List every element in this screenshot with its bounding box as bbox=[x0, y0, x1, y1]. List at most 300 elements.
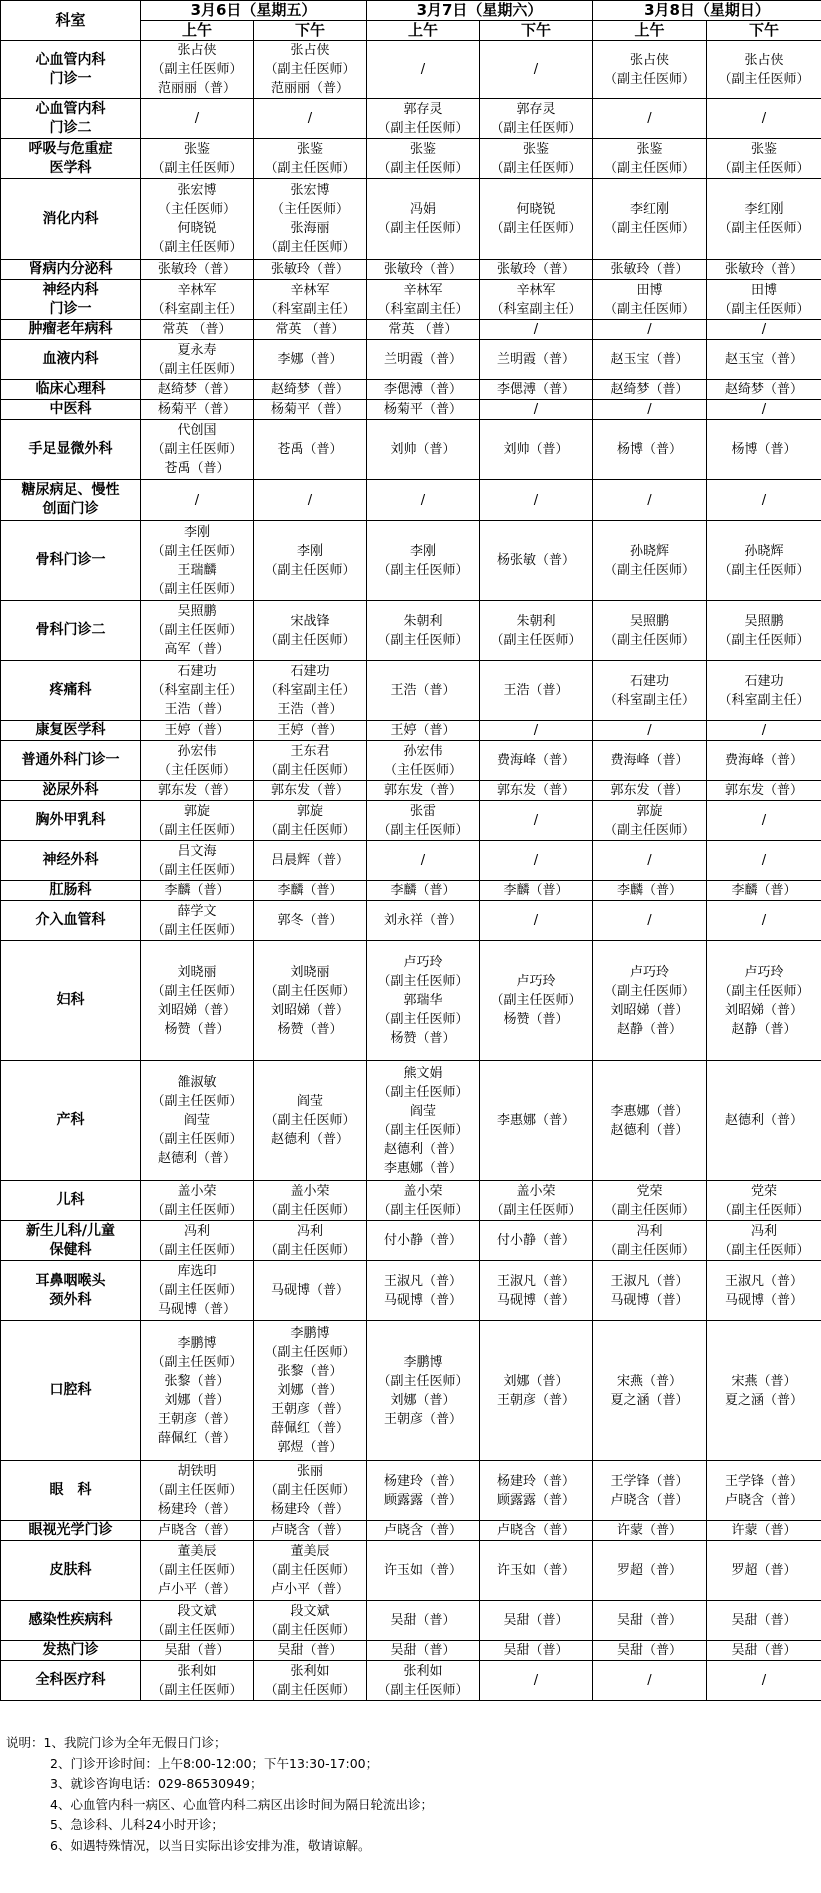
doctor-line: 孙宏伟 bbox=[403, 743, 443, 759]
doctor-line: / bbox=[420, 62, 426, 77]
doctor-line: 张敏玲（普） bbox=[496, 262, 575, 277]
doctor-line: 赵绮梦（普） bbox=[610, 382, 689, 397]
doctor-line: / bbox=[761, 853, 767, 868]
doctor-line: 马砚博（普） bbox=[610, 1292, 689, 1308]
dept-name-line: 中医科 bbox=[49, 401, 92, 417]
doctor-line: （副主任医师） bbox=[603, 1242, 695, 1258]
doctor-line: 王淑凡（普） bbox=[610, 1273, 689, 1289]
dept-name bbox=[1, 841, 141, 881]
schedule-cell bbox=[367, 179, 480, 260]
dept-name-line: 皮肤科 bbox=[49, 1562, 92, 1578]
doctor-line: 卢巧玲 bbox=[403, 955, 443, 970]
doctor-line: 费海峰（普） bbox=[496, 753, 575, 768]
table-row bbox=[1, 1261, 821, 1321]
doctor-line: （副主任医师） bbox=[264, 240, 356, 255]
doctor-line: 马砚博（普） bbox=[724, 1292, 803, 1308]
doctor-line: 王朝彦（普） bbox=[496, 1392, 575, 1408]
doctor-line: 顾露露（普） bbox=[383, 1492, 462, 1508]
doctor-line: 李鹏博 bbox=[290, 1326, 330, 1341]
doctor-line: （副主任医师） bbox=[151, 543, 243, 559]
schedule-cell bbox=[254, 179, 367, 260]
doctor-line: 刘永祥（普） bbox=[383, 913, 462, 928]
doctor-line: 刘昭娣（普） bbox=[157, 1002, 236, 1018]
schedule-cell bbox=[480, 841, 593, 881]
schedule-cell bbox=[141, 741, 254, 781]
doctor-line: 杨博（普） bbox=[616, 442, 682, 457]
doctor-line: （副主任医师） bbox=[718, 983, 810, 999]
dept-name-line: 呼吸与危重症 bbox=[28, 140, 113, 157]
schedule-cell bbox=[141, 420, 254, 480]
doctor-line: 费海峰（普） bbox=[724, 753, 803, 768]
doctor-line: 刘娜（普） bbox=[390, 1392, 456, 1408]
doctor-line: （副主任医师） bbox=[603, 160, 695, 176]
table-row bbox=[1, 380, 821, 400]
doctor-line: 赵静（普） bbox=[731, 1021, 797, 1037]
table-row bbox=[1, 1461, 821, 1521]
schedule-cell bbox=[707, 721, 821, 741]
dept-name bbox=[1, 1601, 141, 1641]
dept-name bbox=[1, 661, 141, 721]
doctor-line: （副主任医师） bbox=[718, 632, 810, 648]
doctor-line: 盖小荣 bbox=[177, 1183, 217, 1199]
doctor-line: / bbox=[761, 1673, 767, 1688]
schedule-cell bbox=[707, 41, 821, 99]
doctor-line: 郭存灵 bbox=[403, 101, 443, 117]
doctor-line: 张利如 bbox=[177, 1663, 217, 1679]
schedule-cell bbox=[254, 280, 367, 320]
doctor-line: 张占侠 bbox=[177, 43, 217, 58]
doctor-line: 赵德利（普） bbox=[724, 1113, 803, 1128]
schedule-cell bbox=[367, 260, 480, 280]
doctor-line: 田博 bbox=[636, 282, 663, 298]
doctor-line: 李麟（普） bbox=[164, 883, 230, 898]
doctor-line: 郭东发（普） bbox=[724, 783, 803, 798]
schedule-cell bbox=[367, 1181, 480, 1221]
doctor-line: 苍禹（普） bbox=[164, 461, 230, 476]
doctor-line: （副主任医师） bbox=[377, 1373, 469, 1389]
schedule-cell bbox=[141, 1461, 254, 1521]
doctor-line: 郭瑞华 bbox=[403, 993, 443, 1008]
schedule-cell bbox=[141, 179, 254, 260]
doctor-line: 吴甜（普） bbox=[731, 1643, 797, 1658]
doctor-line: 李刚 bbox=[183, 524, 210, 540]
doctor-line: 吴甜（普） bbox=[164, 1643, 230, 1658]
table-row bbox=[1, 901, 821, 941]
schedule-cell bbox=[367, 941, 480, 1061]
doctor-line: 田博 bbox=[750, 282, 777, 298]
doctor-line: 石建功 bbox=[290, 664, 330, 679]
schedule-cell bbox=[593, 1521, 707, 1541]
doctor-line: 吕晨辉（普） bbox=[270, 853, 349, 868]
dept-name bbox=[1, 480, 141, 521]
doctor-line: 刘晓丽 bbox=[177, 964, 217, 980]
doctor-line: 兰明霞（普） bbox=[383, 352, 462, 367]
schedule-cell bbox=[480, 521, 593, 601]
schedule-cell bbox=[593, 1181, 707, 1221]
doctor-line: 赵绮梦（普） bbox=[724, 382, 803, 397]
schedule-cell bbox=[141, 1261, 254, 1321]
dept-name-line: 口腔科 bbox=[49, 1382, 92, 1398]
schedule-cell bbox=[593, 139, 707, 179]
dept-name-line: 介入血管科 bbox=[35, 912, 106, 928]
schedule-cell bbox=[254, 1521, 367, 1541]
doctor-line: 杨建玲（普） bbox=[157, 1502, 236, 1517]
doctor-line: 李鹏博 bbox=[177, 1335, 217, 1351]
doctor-line: （副主任医师） bbox=[603, 983, 695, 999]
doctor-line: （副主任医师） bbox=[377, 120, 469, 136]
schedule-cell bbox=[141, 320, 254, 340]
schedule-cell bbox=[593, 521, 707, 601]
doctor-line: （副主任医师） bbox=[603, 71, 695, 87]
doctor-line: 王东君 bbox=[290, 743, 330, 759]
schedule-cell bbox=[593, 260, 707, 280]
table-row bbox=[1, 1541, 821, 1601]
doctor-line: / bbox=[307, 492, 313, 508]
doctor-line: 马砚博（普） bbox=[383, 1292, 462, 1308]
table-row bbox=[1, 99, 821, 139]
doctor-line: 张鉴 bbox=[409, 141, 436, 157]
doctor-line: / bbox=[533, 813, 539, 828]
dept-name bbox=[1, 741, 141, 781]
doctor-line: 吴甜（普） bbox=[277, 1643, 343, 1658]
doctor-line: 王朝彦（普） bbox=[383, 1411, 462, 1427]
doctor-line: （副主任医师） bbox=[718, 1242, 810, 1258]
table-row bbox=[1, 280, 821, 320]
doctor-line: 段文斌 bbox=[177, 1603, 217, 1619]
doctor-line: 杨建玲（普） bbox=[383, 1473, 462, 1489]
schedule-cell bbox=[254, 41, 367, 99]
doctor-line: 夏之涵（普） bbox=[724, 1392, 803, 1408]
doctor-line: 马砚博（普） bbox=[157, 1302, 236, 1317]
schedule-cell bbox=[480, 1181, 593, 1221]
doctor-line: 冯娟 bbox=[409, 202, 436, 217]
doctor-line: 杨赞（普） bbox=[503, 1012, 569, 1027]
dept-name-line: 糖尿病足、慢性 bbox=[21, 482, 120, 498]
doctor-line: 王婷（普） bbox=[390, 723, 456, 738]
dept-name bbox=[1, 1261, 141, 1321]
doctor-line: （副主任医师） bbox=[264, 1202, 356, 1218]
doctor-line: （副主任医师） bbox=[264, 983, 356, 999]
doctor-line: （副主任医师） bbox=[264, 1622, 356, 1638]
schedule-cell bbox=[254, 139, 367, 179]
doctor-line: （副主任医师） bbox=[151, 623, 243, 638]
schedule-cell bbox=[480, 1661, 593, 1701]
doctor-line: 库选印 bbox=[177, 1264, 217, 1279]
dept-name bbox=[1, 1061, 141, 1181]
doctor-line: 吴照鹏 bbox=[177, 604, 217, 619]
doctor-line: 盖小荣 bbox=[290, 1183, 330, 1199]
dept-name-line: 神经外科 bbox=[42, 852, 99, 868]
doctor-line: / bbox=[647, 322, 652, 337]
dept-name-line: 门诊一 bbox=[49, 300, 92, 317]
doctor-line: 张鉴 bbox=[522, 141, 549, 157]
schedule-cell bbox=[367, 1661, 480, 1701]
schedule-cell bbox=[480, 420, 593, 480]
dept-name bbox=[1, 1221, 141, 1261]
dept-name-line: 颈外科 bbox=[49, 1291, 92, 1308]
dept-name-line: 全科医疗科 bbox=[35, 1672, 106, 1688]
doctor-line: （副主任医师） bbox=[151, 983, 243, 999]
doctor-line: 李娜（普） bbox=[277, 352, 343, 367]
table-row bbox=[1, 1321, 821, 1461]
schedule-cell bbox=[707, 139, 821, 179]
doctor-line: 石建功 bbox=[744, 673, 784, 689]
doctor-line: （副主任医师） bbox=[718, 221, 810, 236]
table-row bbox=[1, 661, 821, 721]
schedule-cell bbox=[593, 661, 707, 721]
doctor-line: 董美辰 bbox=[290, 1544, 330, 1559]
doctor-line: 赵绮梦（普） bbox=[270, 382, 349, 397]
doctor-line: 郭东发（普） bbox=[157, 783, 236, 798]
doctor-line: （副主任医师） bbox=[377, 1084, 469, 1100]
schedule-cell bbox=[707, 741, 821, 781]
am-header: 上午 bbox=[367, 21, 480, 41]
schedule-cell bbox=[367, 901, 480, 941]
doctor-line: （副主任医师） bbox=[151, 240, 243, 255]
doctor-line: 吴甜（普） bbox=[503, 1643, 569, 1658]
schedule-cell bbox=[141, 661, 254, 721]
schedule-cell bbox=[254, 1261, 367, 1321]
dept-name-line: 心血管内科 bbox=[35, 51, 106, 68]
doctor-line: / bbox=[533, 492, 539, 508]
schedule-cell bbox=[480, 901, 593, 941]
schedule-cell bbox=[254, 400, 367, 420]
schedule-cell bbox=[707, 1181, 821, 1221]
schedule-cell bbox=[707, 1461, 821, 1521]
doctor-line: / bbox=[647, 913, 652, 928]
schedule-cell bbox=[707, 179, 821, 260]
doctor-line: / bbox=[533, 402, 539, 417]
doctor-line: 张敏玲（普） bbox=[610, 262, 689, 277]
doctor-line: 王婷（普） bbox=[164, 723, 230, 738]
schedule-cell bbox=[254, 741, 367, 781]
doctor-line: / bbox=[420, 853, 426, 868]
table-row bbox=[1, 340, 821, 380]
doctor-line: 卢巧玲 bbox=[516, 974, 556, 989]
doctor-line: / bbox=[761, 402, 767, 417]
doctor-line: 张雷 bbox=[409, 803, 436, 819]
schedule-cell bbox=[480, 280, 593, 320]
dept-name-line: 泌尿外科 bbox=[42, 782, 99, 798]
schedule-cell bbox=[141, 340, 254, 380]
table-row bbox=[1, 139, 821, 179]
dept-name-line: 感染性疾病科 bbox=[28, 1612, 113, 1628]
doctor-line: / bbox=[761, 913, 767, 928]
dept-name-line: 门诊二 bbox=[49, 119, 92, 136]
schedule-cell bbox=[367, 1641, 480, 1661]
doctor-line: 赵德利（普） bbox=[610, 1122, 689, 1138]
schedule-cell bbox=[141, 1521, 254, 1541]
doctor-line: 张黎（普） bbox=[277, 1364, 343, 1379]
day-header-2: 3月7日（星期六） bbox=[367, 1, 593, 21]
schedule-cell bbox=[254, 99, 367, 139]
doctor-line: （副主任医师） bbox=[151, 160, 243, 176]
doctor-line: 王浩（普） bbox=[277, 702, 343, 717]
doctor-line: 顾露露（普） bbox=[496, 1492, 575, 1508]
schedule-cell bbox=[254, 801, 367, 841]
schedule-cell bbox=[141, 801, 254, 841]
schedule-cell bbox=[141, 1061, 254, 1181]
table-row bbox=[1, 841, 821, 881]
doctor-line: 吕文海 bbox=[177, 843, 217, 859]
doctor-line: 王瑞麟 bbox=[177, 562, 217, 578]
doctor-line: 郭东发（普） bbox=[383, 783, 462, 798]
schedule-cell bbox=[141, 1221, 254, 1261]
doctor-line: / bbox=[647, 853, 652, 868]
schedule-cell bbox=[480, 601, 593, 661]
schedule-cell bbox=[367, 139, 480, 179]
doctor-line: 许蒙（普） bbox=[731, 1523, 797, 1538]
schedule-cell bbox=[254, 340, 367, 380]
doctor-line: 李惠娜（普） bbox=[610, 1103, 689, 1119]
note-line: 2、门诊开诊时间：上午8:00-12:00；下午13:30-17:00； bbox=[50, 1755, 379, 1771]
doctor-line: （主任医师） bbox=[270, 202, 349, 217]
doctor-line: （副主任医师） bbox=[264, 632, 356, 648]
schedule-cell bbox=[367, 380, 480, 400]
doctor-line: 罗超（普） bbox=[616, 1563, 682, 1578]
schedule-cell bbox=[593, 1321, 707, 1461]
doctor-line: 朱朝利 bbox=[516, 613, 556, 629]
schedule-cell bbox=[480, 1261, 593, 1321]
schedule-cell bbox=[254, 1601, 367, 1641]
schedule-cell bbox=[707, 521, 821, 601]
schedule-cell bbox=[593, 1541, 707, 1601]
schedule-cell bbox=[367, 1061, 480, 1181]
schedule-cell bbox=[141, 1181, 254, 1221]
doctor-line: 张宏博 bbox=[290, 183, 330, 198]
schedule-cell bbox=[593, 801, 707, 841]
schedule-cell bbox=[141, 901, 254, 941]
doctor-line: 王学锋（普） bbox=[610, 1473, 689, 1489]
doctor-line: 刘昭娣（普） bbox=[610, 1002, 689, 1018]
doctor-line: 宋战锋 bbox=[290, 613, 330, 629]
dept-name bbox=[1, 260, 141, 280]
doctor-line: 辛林军 bbox=[290, 282, 330, 298]
doctor-line: 许玉如（普） bbox=[383, 1563, 462, 1578]
doctor-line: （科室副主任） bbox=[377, 301, 469, 317]
schedule-cell bbox=[141, 1641, 254, 1661]
schedule-cell bbox=[141, 881, 254, 901]
doctor-line: 杨张敏（普） bbox=[496, 553, 575, 568]
doctor-line: 杨赞（普） bbox=[164, 1021, 230, 1037]
dept-name bbox=[1, 340, 141, 380]
doctor-line: 罗超（普） bbox=[731, 1563, 797, 1578]
schedule-cell bbox=[141, 380, 254, 400]
schedule-cell bbox=[367, 1541, 480, 1601]
dept-name bbox=[1, 881, 141, 901]
doctor-line: 张敏玲（普） bbox=[270, 262, 349, 277]
doctor-line: （副主任医师） bbox=[151, 1094, 243, 1109]
table-row bbox=[1, 1641, 821, 1661]
schedule-cell bbox=[254, 260, 367, 280]
table-row bbox=[1, 721, 821, 741]
doctor-line: （副主任医师） bbox=[264, 160, 356, 176]
doctor-line: 夏永寿 bbox=[177, 342, 217, 358]
dept-name bbox=[1, 41, 141, 99]
doctor-line: 刘帅（普） bbox=[390, 442, 456, 457]
doctor-line: （副主任医师） bbox=[377, 822, 469, 838]
doctor-line: 阎莹 bbox=[183, 1113, 210, 1128]
dept-name bbox=[1, 179, 141, 260]
table-row bbox=[1, 881, 821, 901]
schedule-cell bbox=[707, 320, 821, 340]
schedule-cell bbox=[593, 841, 707, 881]
doctor-line: / bbox=[533, 1673, 539, 1688]
doctor-line: 杨菊平（普） bbox=[270, 402, 349, 417]
doctor-line: 郭旋 bbox=[296, 803, 323, 819]
table-row bbox=[1, 741, 821, 781]
doctor-line: 卢小平（普） bbox=[157, 1582, 236, 1597]
doctor-line: （副主任医师） bbox=[718, 160, 810, 176]
schedule-cell bbox=[141, 260, 254, 280]
schedule-cell bbox=[254, 601, 367, 661]
doctor-line: 张鉴 bbox=[183, 141, 210, 157]
doctor-line: / bbox=[647, 1673, 652, 1688]
schedule-cell bbox=[254, 881, 367, 901]
doctor-line: （副主任医师） bbox=[264, 1563, 356, 1578]
doctor-line: （副主任医师） bbox=[718, 71, 810, 87]
schedule-cell bbox=[141, 99, 254, 139]
doctor-line: 卢晓含（普） bbox=[724, 1492, 803, 1508]
schedule-cell bbox=[707, 99, 821, 139]
schedule-cell bbox=[707, 1221, 821, 1261]
dept-name-line: 妇科 bbox=[56, 992, 85, 1008]
table-row bbox=[1, 320, 821, 340]
dept-name bbox=[1, 1541, 141, 1601]
schedule-cell bbox=[367, 420, 480, 480]
note-line: 6、如遇特殊情况，以当日实际出诊安排为准，敬请谅解。 bbox=[50, 1837, 371, 1853]
schedule-cell bbox=[367, 741, 480, 781]
dept-name bbox=[1, 139, 141, 179]
dept-name bbox=[1, 380, 141, 400]
doctor-line: 刘帅（普） bbox=[503, 442, 569, 457]
schedule-cell bbox=[367, 781, 480, 801]
doctor-line: 杨赞（普） bbox=[277, 1021, 343, 1037]
schedule-cell bbox=[480, 1321, 593, 1461]
schedule-cell bbox=[254, 521, 367, 601]
schedule-cell bbox=[480, 741, 593, 781]
doctor-line: （副主任医师） bbox=[264, 1483, 356, 1498]
doctor-line: （副主任医师） bbox=[603, 822, 695, 838]
schedule-cell bbox=[480, 320, 593, 340]
dept-name bbox=[1, 521, 141, 601]
schedule-cell bbox=[367, 881, 480, 901]
dept-name-line: 肛肠科 bbox=[49, 882, 92, 898]
dept-name bbox=[1, 901, 141, 941]
doctor-line: 李鹏博 bbox=[403, 1354, 443, 1370]
doctor-line: 宋燕（普） bbox=[731, 1373, 797, 1389]
dept-name-line: 产科 bbox=[56, 1112, 85, 1128]
table-row bbox=[1, 179, 821, 260]
doctor-line: 薛佩红（普） bbox=[157, 1430, 236, 1446]
schedule-cell bbox=[480, 41, 593, 99]
doctor-line: （副主任医师） bbox=[603, 632, 695, 648]
doctor-line: 杨菊平（普） bbox=[157, 402, 236, 417]
schedule-cell bbox=[141, 721, 254, 741]
doctor-line: 张占侠 bbox=[290, 43, 330, 58]
doctor-line: 王浩（普） bbox=[164, 702, 230, 717]
doctor-line: 刘昭娣（普） bbox=[724, 1002, 803, 1018]
doctor-line: 赵玉宝（普） bbox=[724, 352, 803, 367]
schedule-cell bbox=[480, 400, 593, 420]
schedule-cell bbox=[707, 400, 821, 420]
doctor-line: （副主任医师） bbox=[603, 221, 695, 236]
doctor-line: 王淑凡（普） bbox=[496, 1273, 575, 1289]
schedule-cell bbox=[707, 941, 821, 1061]
schedule-cell bbox=[707, 1541, 821, 1601]
schedule-cell bbox=[593, 179, 707, 260]
doctor-line: 卢晓含（普） bbox=[496, 1523, 575, 1538]
